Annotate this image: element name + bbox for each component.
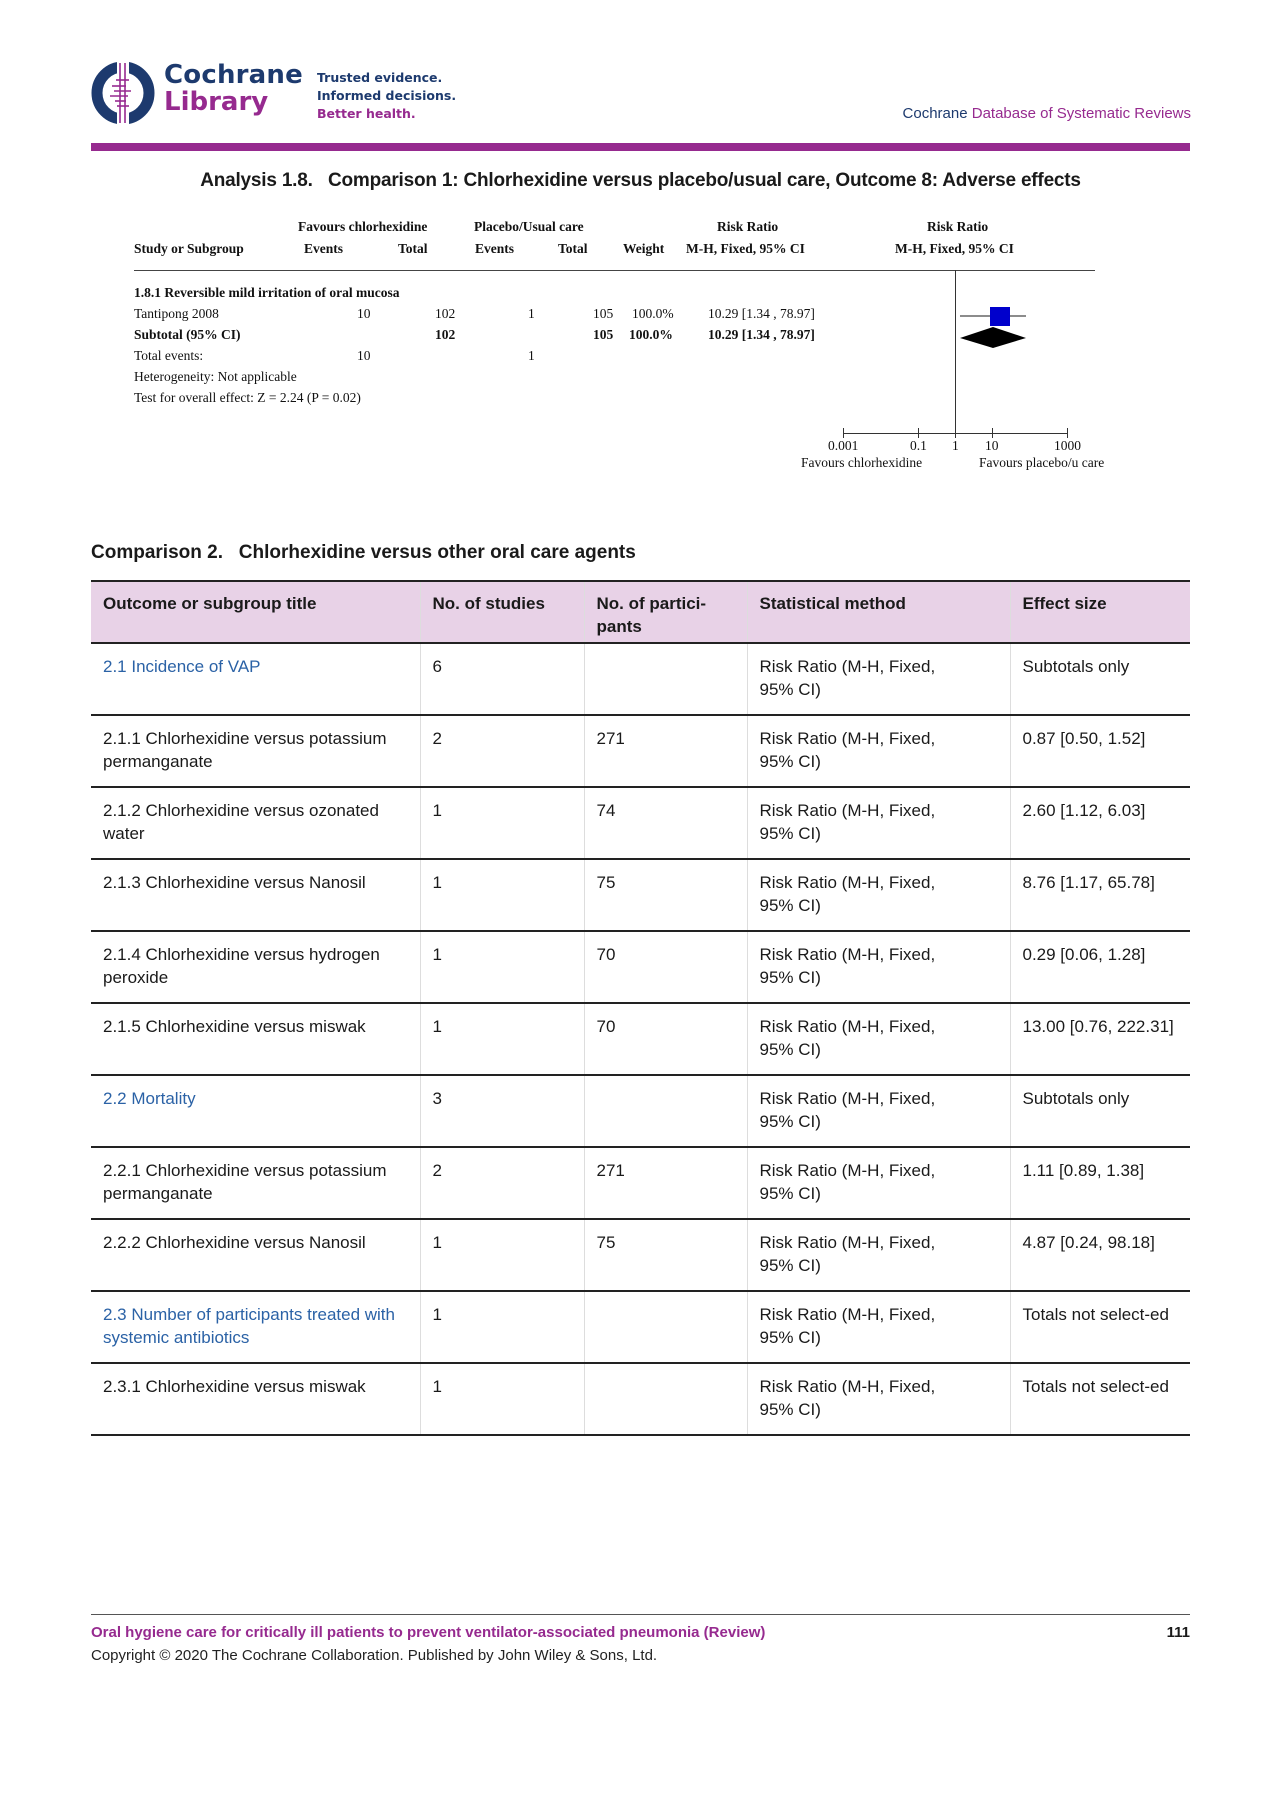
method-cell: Risk Ratio (M-H, Fixed, 95% CI) — [747, 1291, 1010, 1363]
method-cell: Risk Ratio (M-H, Fixed, 95% CI) — [747, 1219, 1010, 1291]
rr-header: Risk Ratio — [717, 219, 779, 234]
table-row — [91, 1003, 1190, 1075]
method-cell: Risk Ratio (M-H, Fixed, 95% CI) — [747, 787, 1010, 859]
participants-cell — [584, 643, 747, 715]
brand-line2: Library — [164, 87, 269, 117]
effect-size-cell: Totals not select-ed — [1010, 1363, 1190, 1435]
outcome-title-cell: 2.1.2 Chlorhexidine versus ozonated water — [91, 787, 420, 859]
axis-right-label: Favours placebo/u care — [979, 455, 1105, 470]
effect-size-cell: Subtotals only — [1010, 1075, 1190, 1147]
total-events2: 1 — [528, 348, 535, 363]
col-header-outcome: Outcome or subgroup title — [91, 581, 420, 643]
line-of-no-effect — [955, 270, 956, 436]
participants-cell: 70 — [584, 931, 747, 1003]
copyright: Copyright © 2020 The Cochrane Collaboration. Published by John Wiley & Sons, Ltd. — [91, 1647, 658, 1664]
study-events1: 10 — [357, 306, 371, 321]
effect-size-cell: 1.11 [0.89, 1.38] — [1010, 1147, 1190, 1219]
method-cell: Risk Ratio (M-H, Fixed, 95% CI) — [747, 859, 1010, 931]
heterogeneity-text: Heterogeneity: Not applicable — [134, 369, 297, 384]
studies-cell: 1 — [420, 1003, 584, 1075]
study-weight: 100.0% — [632, 306, 674, 321]
outcome-title-cell: 2.2.2 Chlorhexidine versus Nanosil — [91, 1219, 420, 1291]
participants-cell: 70 — [584, 1003, 747, 1075]
axis-tick-label: 1 — [952, 438, 959, 453]
studies-cell: 1 — [420, 859, 584, 931]
brand-line1: Cochrane — [164, 60, 303, 90]
col-header-participants: No. of partici- pants — [584, 581, 747, 643]
analysis-title: Analysis 1.8. Comparison 1: Chlorhexidine versus placebo/usual care, Outcome 8: Adverse effects — [200, 170, 1081, 191]
table-row — [91, 1291, 1190, 1363]
col-header-studies: No. of studies — [420, 581, 584, 643]
axis-left-label: Favours chlorhexidine — [801, 455, 923, 470]
study-total1: 102 — [435, 306, 456, 321]
page-number: 111 — [1166, 1624, 1190, 1641]
total-events1: 10 — [357, 348, 371, 363]
rr-col-header: M-H, Fixed, 95% CI — [686, 241, 805, 256]
table-row — [91, 1363, 1190, 1435]
axis-tick — [992, 428, 993, 438]
method-cell: Risk Ratio (M-H, Fixed, 95% CI) — [747, 643, 1010, 715]
outcome-title-cell: 2.3.1 Chlorhexidine versus miswak — [91, 1363, 420, 1435]
outcome-title-cell: 2.1.1 Chlorhexidine versus potassium permanganate — [91, 715, 420, 787]
axis-tick-label: 0.1 — [910, 438, 927, 453]
method-cell: Risk Ratio (M-H, Fixed, 95% CI) — [747, 715, 1010, 787]
participants-cell: 74 — [584, 787, 747, 859]
table-row — [91, 1219, 1190, 1291]
database-name: Database of Systematic Reviews — [971, 105, 1191, 122]
tagline-line: Informed decisions. — [317, 88, 457, 103]
subgroup-title: 1.8.1 Reversible mild irritation of oral mucosa — [134, 285, 400, 300]
subtotal-rr: 10.29 [1.34 , 78.97] — [708, 327, 815, 342]
cochrane-logo-icon — [90, 60, 156, 126]
axis-tick — [1067, 428, 1068, 438]
comparison2-title: Comparison 2. Chlorhexidine versus other oral care agents — [91, 542, 636, 563]
studies-cell: 1 — [420, 1363, 584, 1435]
outcome-title-cell: 2.1.3 Chlorhexidine versus Nanosil — [91, 859, 420, 931]
effect-size-cell: 0.87 [0.50, 1.52] — [1010, 715, 1190, 787]
total-events-label: Total events: — [134, 348, 204, 363]
tagline-line: Better health. — [317, 106, 416, 121]
subtotal-weight: 100.0% — [629, 327, 673, 342]
participants-cell: 271 — [584, 1147, 747, 1219]
studies-cell: 3 — [420, 1075, 584, 1147]
tagline — [317, 69, 456, 123]
brand-name — [164, 62, 303, 116]
outcome-title-cell: 2.1.5 Chlorhexidine versus miswak — [91, 1003, 420, 1075]
plot-header: Risk Ratio — [927, 219, 989, 234]
effect-size-cell: 4.87 [0.24, 98.18] — [1010, 1219, 1190, 1291]
outcome-title-cell[interactable]: 2.2 Mortality — [91, 1075, 420, 1147]
table-row — [91, 931, 1190, 1003]
events2-col-header: Events — [475, 241, 515, 256]
subtotal-total1: 102 — [435, 327, 456, 342]
studies-cell: 1 — [420, 1291, 584, 1363]
participants-cell — [584, 1075, 747, 1147]
method-cell: Risk Ratio (M-H, Fixed, 95% CI) — [747, 1147, 1010, 1219]
footer-review-title[interactable]: Oral hygiene care for critically ill patients to prevent ventilator-associated pneumonia (Review) — [91, 1624, 766, 1641]
study-col-header: Study or Subgroup — [134, 241, 244, 256]
study-events2: 1 — [528, 306, 535, 321]
footer-rule — [91, 1614, 1190, 1615]
plot-col-header: M-H, Fixed, 95% CI — [895, 241, 1014, 256]
studies-cell: 1 — [420, 787, 584, 859]
method-cell: Risk Ratio (M-H, Fixed, 95% CI) — [747, 1363, 1010, 1435]
col-header-method: Statistical method — [747, 581, 1010, 643]
studies-cell: 2 — [420, 1147, 584, 1219]
group2-header: Placebo/Usual care — [474, 219, 584, 234]
method-cell: Risk Ratio (M-H, Fixed, 95% CI) — [747, 1003, 1010, 1075]
effect-size-cell: Totals not select-ed — [1010, 1291, 1190, 1363]
comparison2-table — [91, 580, 1190, 1436]
axis-tick — [955, 428, 956, 438]
study-name: Tantipong 2008 — [134, 306, 219, 321]
forest-markers — [940, 300, 1040, 350]
table-row — [91, 1147, 1190, 1219]
participants-cell: 75 — [584, 1219, 747, 1291]
axis-tick-label: 1000 — [1054, 438, 1081, 453]
axis-tick — [843, 428, 844, 438]
events1-col-header: Events — [304, 241, 344, 256]
axis-tick-label: 0.001 — [828, 438, 859, 453]
method-cell: Risk Ratio (M-H, Fixed, 95% CI) — [747, 1075, 1010, 1147]
axis-tick-label: 10 — [985, 438, 999, 453]
table-row — [91, 643, 1190, 715]
axis-tick — [918, 428, 919, 438]
study-total2: 105 — [593, 306, 614, 321]
tagline-line: Trusted evidence. — [317, 70, 443, 85]
table-header-row — [91, 581, 1190, 643]
studies-cell: 6 — [420, 643, 584, 715]
studies-cell: 1 — [420, 931, 584, 1003]
outcome-title-cell: 2.1.4 Chlorhexidine versus hydrogen peroxide — [91, 931, 420, 1003]
group1-header: Favours chlorhexidine — [298, 219, 428, 234]
study-rr: 10.29 [1.34 , 78.97] — [708, 306, 815, 321]
table-row — [91, 787, 1190, 859]
overall-effect-text: Test for overall effect: Z = 2.24 (P = 0.02) — [134, 390, 361, 405]
studies-cell: 2 — [420, 715, 584, 787]
outcome-title-cell: 2.2.1 Chlorhexidine versus potassium permanganate — [91, 1147, 420, 1219]
participants-cell — [584, 1291, 747, 1363]
table-row — [91, 715, 1190, 787]
participants-cell: 75 — [584, 859, 747, 931]
outcome-title-cell[interactable]: 2.1 Incidence of VAP — [91, 643, 420, 715]
effect-size-cell: Subtotals only — [1010, 643, 1190, 715]
table-row — [91, 1075, 1190, 1147]
col-header-effect: Effect size — [1010, 581, 1190, 643]
database-prefix: Cochrane — [902, 105, 968, 122]
participants-cell: 271 — [584, 715, 747, 787]
table-row — [91, 859, 1190, 931]
method-cell: Risk Ratio (M-H, Fixed, 95% CI) — [747, 931, 1010, 1003]
effect-size-cell: 8.76 [1.17, 65.78] — [1010, 859, 1190, 931]
total2-col-header: Total — [558, 241, 588, 256]
effect-size-cell: 13.00 [0.76, 222.31] — [1010, 1003, 1190, 1075]
total1-col-header: Total — [398, 241, 428, 256]
effect-size-cell: 0.29 [0.06, 1.28] — [1010, 931, 1190, 1003]
outcome-title-cell[interactable]: 2.3 Number of participants treated with systemic antibiotics — [91, 1291, 420, 1363]
forest-header-rule — [134, 270, 1095, 271]
participants-cell — [584, 1363, 747, 1435]
studies-cell: 1 — [420, 1219, 584, 1291]
subtotal-label: Subtotal (95% CI) — [134, 327, 241, 342]
header-divider — [91, 143, 1190, 151]
database-title — [903, 105, 1191, 122]
effect-size-cell: 2.60 [1.12, 6.03] — [1010, 787, 1190, 859]
subtotal-total2: 105 — [593, 327, 614, 342]
weight-col-header: Weight — [623, 241, 665, 256]
